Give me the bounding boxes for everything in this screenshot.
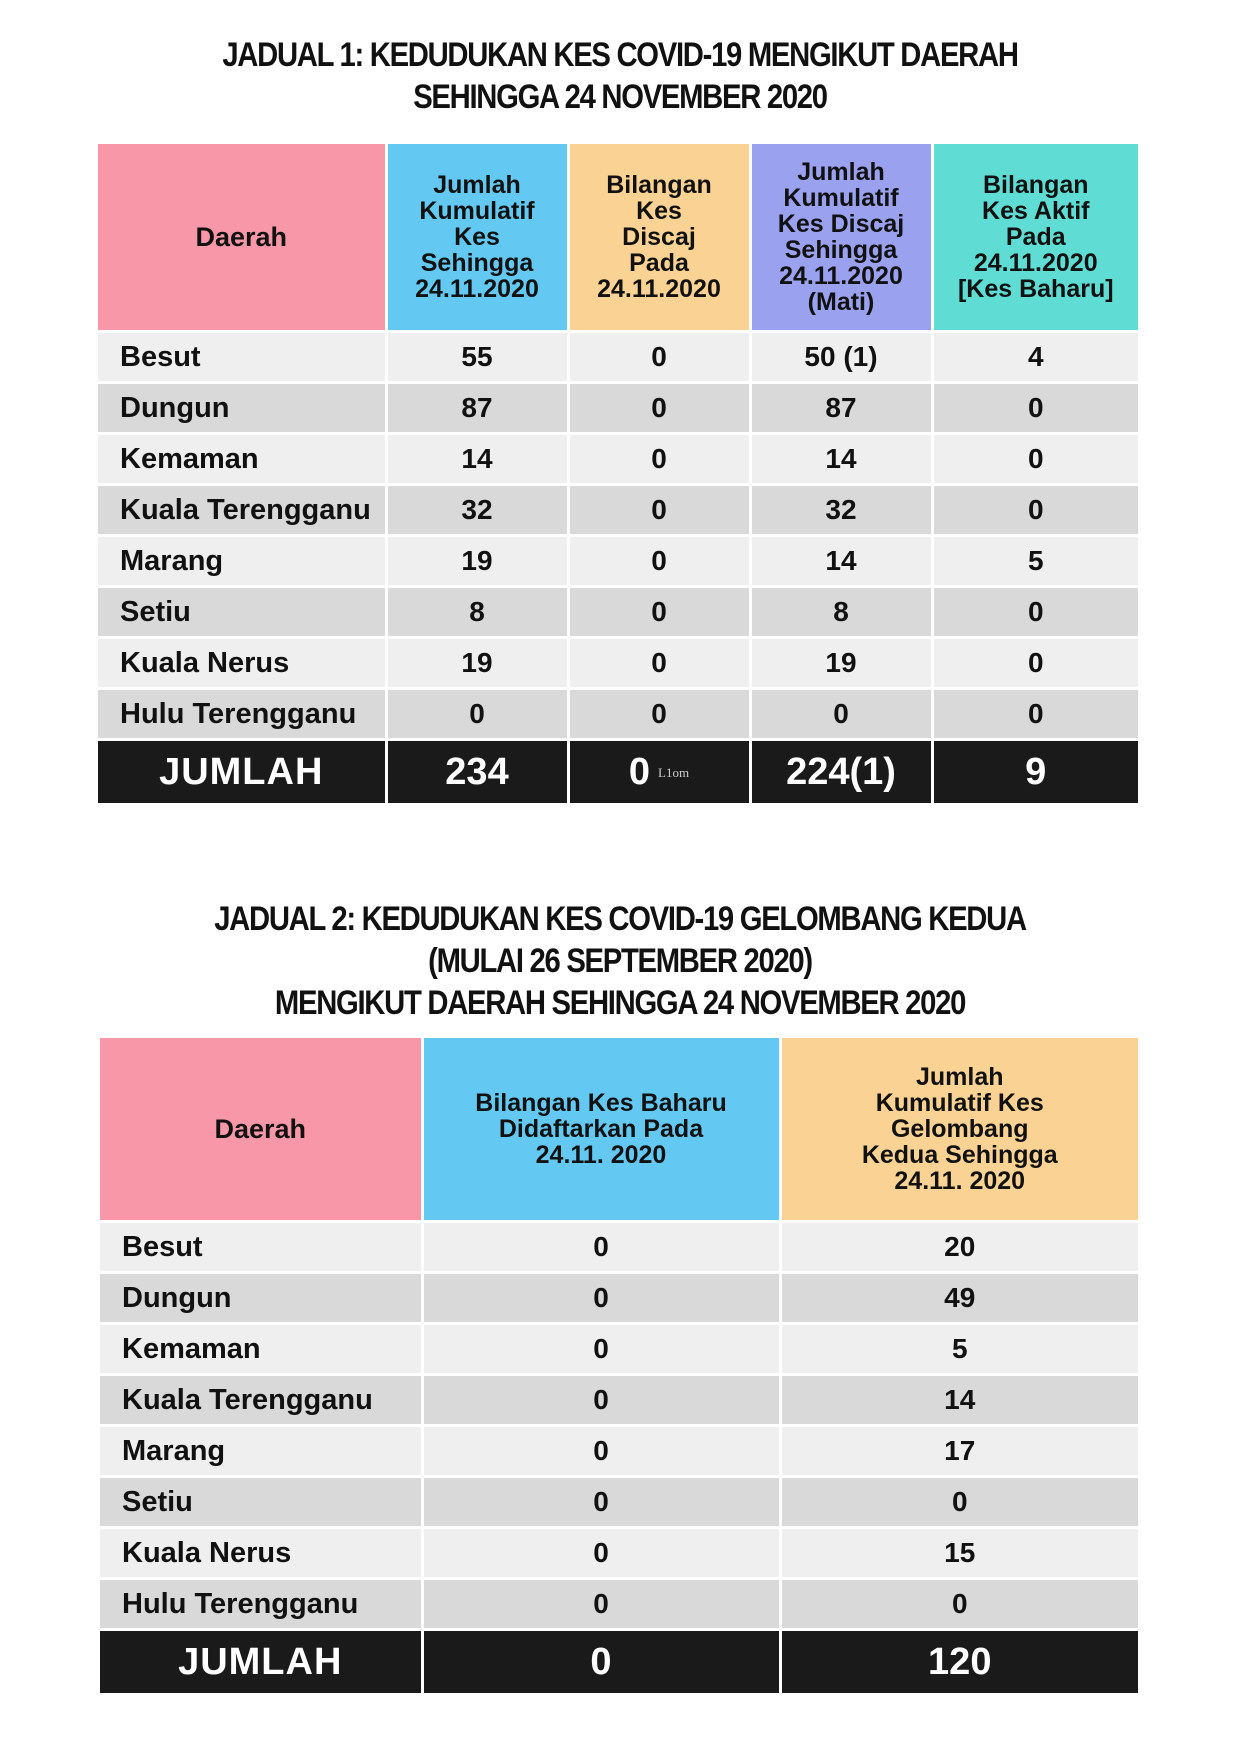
table2-district-name: Hulu Terengganu — [100, 1579, 422, 1630]
table1-header-text: Bilangan — [606, 171, 712, 199]
table1-header-text: Kes — [636, 197, 682, 225]
table2-district-name: Setiu — [100, 1477, 422, 1528]
table1-total-text: 0 — [628, 750, 651, 793]
table2-table-row — [100, 1273, 1138, 1324]
table1-district-name: Besut — [98, 332, 386, 383]
table1-district-name: Marang — [98, 536, 386, 587]
table1-cell-value: 14 — [386, 434, 568, 485]
table1-cell-value: 14 — [750, 536, 932, 587]
table2-cell-value: 0 — [422, 1477, 780, 1528]
table1-cell-value: 0 — [568, 689, 750, 740]
table1-header-text: Kumulatif — [419, 197, 535, 225]
table1-cell-value: 19 — [386, 638, 568, 689]
table1-title-line1: JADUAL 1: KEDUDUKAN KES COVID-19 MENGIKUT DAERAH — [222, 36, 1018, 74]
table1-cell-value: 87 — [386, 383, 568, 434]
table1-table-row — [98, 587, 1138, 638]
table1-cell-value: 50 (1) — [750, 332, 932, 383]
table1-total-note: L1om — [658, 765, 690, 781]
table2-title — [87, 898, 1153, 1024]
table2-table-row — [100, 1477, 1138, 1528]
table1 — [98, 144, 1138, 803]
table1-total-row — [98, 740, 1138, 804]
table1-header-text: Sehingga — [420, 249, 534, 277]
table1-district-name: Setiu — [98, 587, 386, 638]
table1-cell-value: 0 — [932, 689, 1138, 740]
table2-cell-value: 0 — [422, 1375, 780, 1426]
table1-total-text: 9 — [1025, 750, 1047, 793]
table1-header-text: Pada — [1005, 223, 1066, 251]
table1-cell-value: 32 — [750, 485, 932, 536]
table2-table-row — [100, 1426, 1138, 1477]
table1-total-text: 234 — [445, 750, 509, 793]
table2-header-cell — [780, 1038, 1138, 1222]
table2-cell-value: 0 — [422, 1324, 780, 1375]
table1-cell-value: 0 — [932, 638, 1138, 689]
table1-cell-value: 5 — [932, 536, 1138, 587]
table1-header-cell — [932, 144, 1138, 332]
table1-cell-value: 0 — [568, 332, 750, 383]
table1-total-text: JUMLAH — [159, 750, 324, 793]
table2-cell-value: 5 — [780, 1324, 1138, 1375]
table1-cell-value: 4 — [932, 332, 1138, 383]
table2-header-text: 24.11. 2020 — [894, 1167, 1026, 1195]
table1-total-value — [568, 740, 750, 804]
table1-total-value — [386, 740, 568, 804]
table1-header-text: [Kes Baharu] — [957, 275, 1114, 303]
table1-header-text: 24.11.2020 — [415, 275, 539, 303]
table1-header-text: Kes Discaj — [777, 210, 905, 238]
table1-cell-value: 14 — [750, 434, 932, 485]
table1-cell-value: 0 — [568, 434, 750, 485]
table1-cell-value: 19 — [386, 536, 568, 587]
table2-cell-value: 0 — [422, 1222, 780, 1273]
table2-total-value — [422, 1630, 780, 1694]
table1-total-text: 224(1) — [786, 750, 896, 793]
table2-cell-value: 0 — [422, 1528, 780, 1579]
table2-district-name: Kuala Terengganu — [100, 1375, 422, 1426]
table1-cell-value: 32 — [386, 485, 568, 536]
table2-header-text: Bilangan Kes Baharu — [475, 1089, 727, 1117]
table2-total-text: 0 — [590, 1640, 612, 1683]
table2-district-name: Kemaman — [100, 1324, 422, 1375]
table2-header-text: Daerah — [214, 1114, 307, 1144]
table1-total-value — [932, 740, 1138, 804]
table1-title-line2: SEHINGGA 24 NOVEMBER 2020 — [413, 78, 827, 116]
table1-total-value — [750, 740, 932, 804]
table2-total-value — [780, 1630, 1138, 1694]
table1-district-name: Kuala Nerus — [98, 638, 386, 689]
table1-table-row — [98, 485, 1138, 536]
table2-total-text: 120 — [928, 1640, 992, 1683]
table1-table-row — [98, 434, 1138, 485]
table2-cell-value: 0 — [422, 1579, 780, 1630]
table2-header-cell — [422, 1038, 780, 1222]
table1-table-row — [98, 332, 1138, 383]
table1-header-text: Jumlah — [797, 158, 885, 186]
table2-district-name: Marang — [100, 1426, 422, 1477]
table2-header-text: Jumlah — [915, 1063, 1004, 1091]
table2-cell-value: 0 — [422, 1426, 780, 1477]
table1-header-cell — [98, 144, 386, 332]
table1-header-cell — [386, 144, 568, 332]
table2-table-row — [100, 1528, 1138, 1579]
table2-cell-value: 20 — [780, 1222, 1138, 1273]
table1-table-row — [98, 536, 1138, 587]
table1-header-text: 24.11.2020 — [973, 249, 1098, 277]
table2-header-row — [100, 1038, 1138, 1222]
table1-table-row — [98, 689, 1138, 740]
table2-title-line2: (MULAI 26 SEPTEMBER 2020) — [428, 942, 812, 980]
table1-cell-value: 0 — [568, 383, 750, 434]
table2-header-text: Didaftarkan Pada — [498, 1115, 704, 1143]
table2-table-row — [100, 1579, 1138, 1630]
table1-header-text: Sehingga — [784, 236, 898, 264]
table2-cell-value: 0 — [422, 1273, 780, 1324]
table1-district-name: Dungun — [98, 383, 386, 434]
table2-table-row — [100, 1375, 1138, 1426]
table1-district-name: Kuala Terengganu — [98, 485, 386, 536]
table1-header-text: Kes — [454, 223, 500, 251]
table1-cell-value: 8 — [386, 587, 568, 638]
table2-header-text: Kedua Sehingga — [861, 1141, 1058, 1169]
table2-header-text: Gelombang — [890, 1115, 1029, 1143]
table1-header-text: Kes Aktif — [982, 197, 1090, 225]
table1-header-row — [98, 144, 1138, 332]
table2-cell-value: 15 — [780, 1528, 1138, 1579]
table1-title — [87, 34, 1153, 118]
table1-cell-value: 0 — [932, 587, 1138, 638]
table1-district-name: Kemaman — [98, 434, 386, 485]
table2-header-text: Kumulatif Kes — [875, 1089, 1044, 1117]
table1-cell-value: 0 — [932, 485, 1138, 536]
table1-cell-value: 87 — [750, 383, 932, 434]
table2-table-row — [100, 1222, 1138, 1273]
table1-header-text: 24.11.2020 — [779, 262, 903, 290]
table1-cell-value: 0 — [932, 383, 1138, 434]
table1-cell-value: 0 — [932, 434, 1138, 485]
table2-header-text: 24.11. 2020 — [535, 1141, 667, 1169]
table1-cell-value: 0 — [568, 485, 750, 536]
table2-district-name: Besut — [100, 1222, 422, 1273]
table1-cell-value: 55 — [386, 332, 568, 383]
table2-cell-value: 0 — [780, 1477, 1138, 1528]
table1-header-text: Jumlah — [433, 171, 521, 199]
table1-cell-value: 8 — [750, 587, 932, 638]
table2-cell-value: 49 — [780, 1273, 1138, 1324]
table1-cell-value: 0 — [386, 689, 568, 740]
table2-cell-value: 17 — [780, 1426, 1138, 1477]
table2 — [100, 1038, 1138, 1693]
table1-table-row — [98, 638, 1138, 689]
table2-header-cell — [100, 1038, 422, 1222]
table1-cell-value: 0 — [568, 638, 750, 689]
table2-table-row — [100, 1324, 1138, 1375]
table1-total-label — [98, 740, 386, 804]
table1-header-text: (Mati) — [807, 288, 875, 316]
table1-cell-value: 0 — [750, 689, 932, 740]
table1-header-text: Pada — [629, 249, 689, 277]
table2-total-label — [100, 1630, 422, 1694]
table1-header-text: Bilangan — [982, 171, 1089, 199]
table1-cell-value: 19 — [750, 638, 932, 689]
table2-district-name: Kuala Nerus — [100, 1528, 422, 1579]
table2-cell-value: 0 — [780, 1579, 1138, 1630]
table1-header-cell — [568, 144, 750, 332]
table1-cell-value: 0 — [568, 587, 750, 638]
table1-table-row — [98, 383, 1138, 434]
table1-header-text: Kumulatif — [783, 184, 899, 212]
table2-title-line3: MENGIKUT DAERAH SEHINGGA 24 NOVEMBER 2020 — [274, 984, 966, 1022]
table2-district-name: Dungun — [100, 1273, 422, 1324]
table1-header-text: Daerah — [195, 222, 288, 252]
table2-cell-value: 14 — [780, 1375, 1138, 1426]
table1-cell-value: 0 — [568, 536, 750, 587]
table2-title-line1: JADUAL 2: KEDUDUKAN KES COVID-19 GELOMBANG KEDUA — [214, 900, 1026, 938]
table1-header-text: 24.11.2020 — [597, 275, 721, 303]
table1-header-text: Discaj — [622, 223, 696, 251]
table2-total-text: JUMLAH — [178, 1640, 343, 1683]
table1-header-cell — [750, 144, 932, 332]
table2-total-row — [100, 1630, 1138, 1694]
table1-district-name: Hulu Terengganu — [98, 689, 386, 740]
